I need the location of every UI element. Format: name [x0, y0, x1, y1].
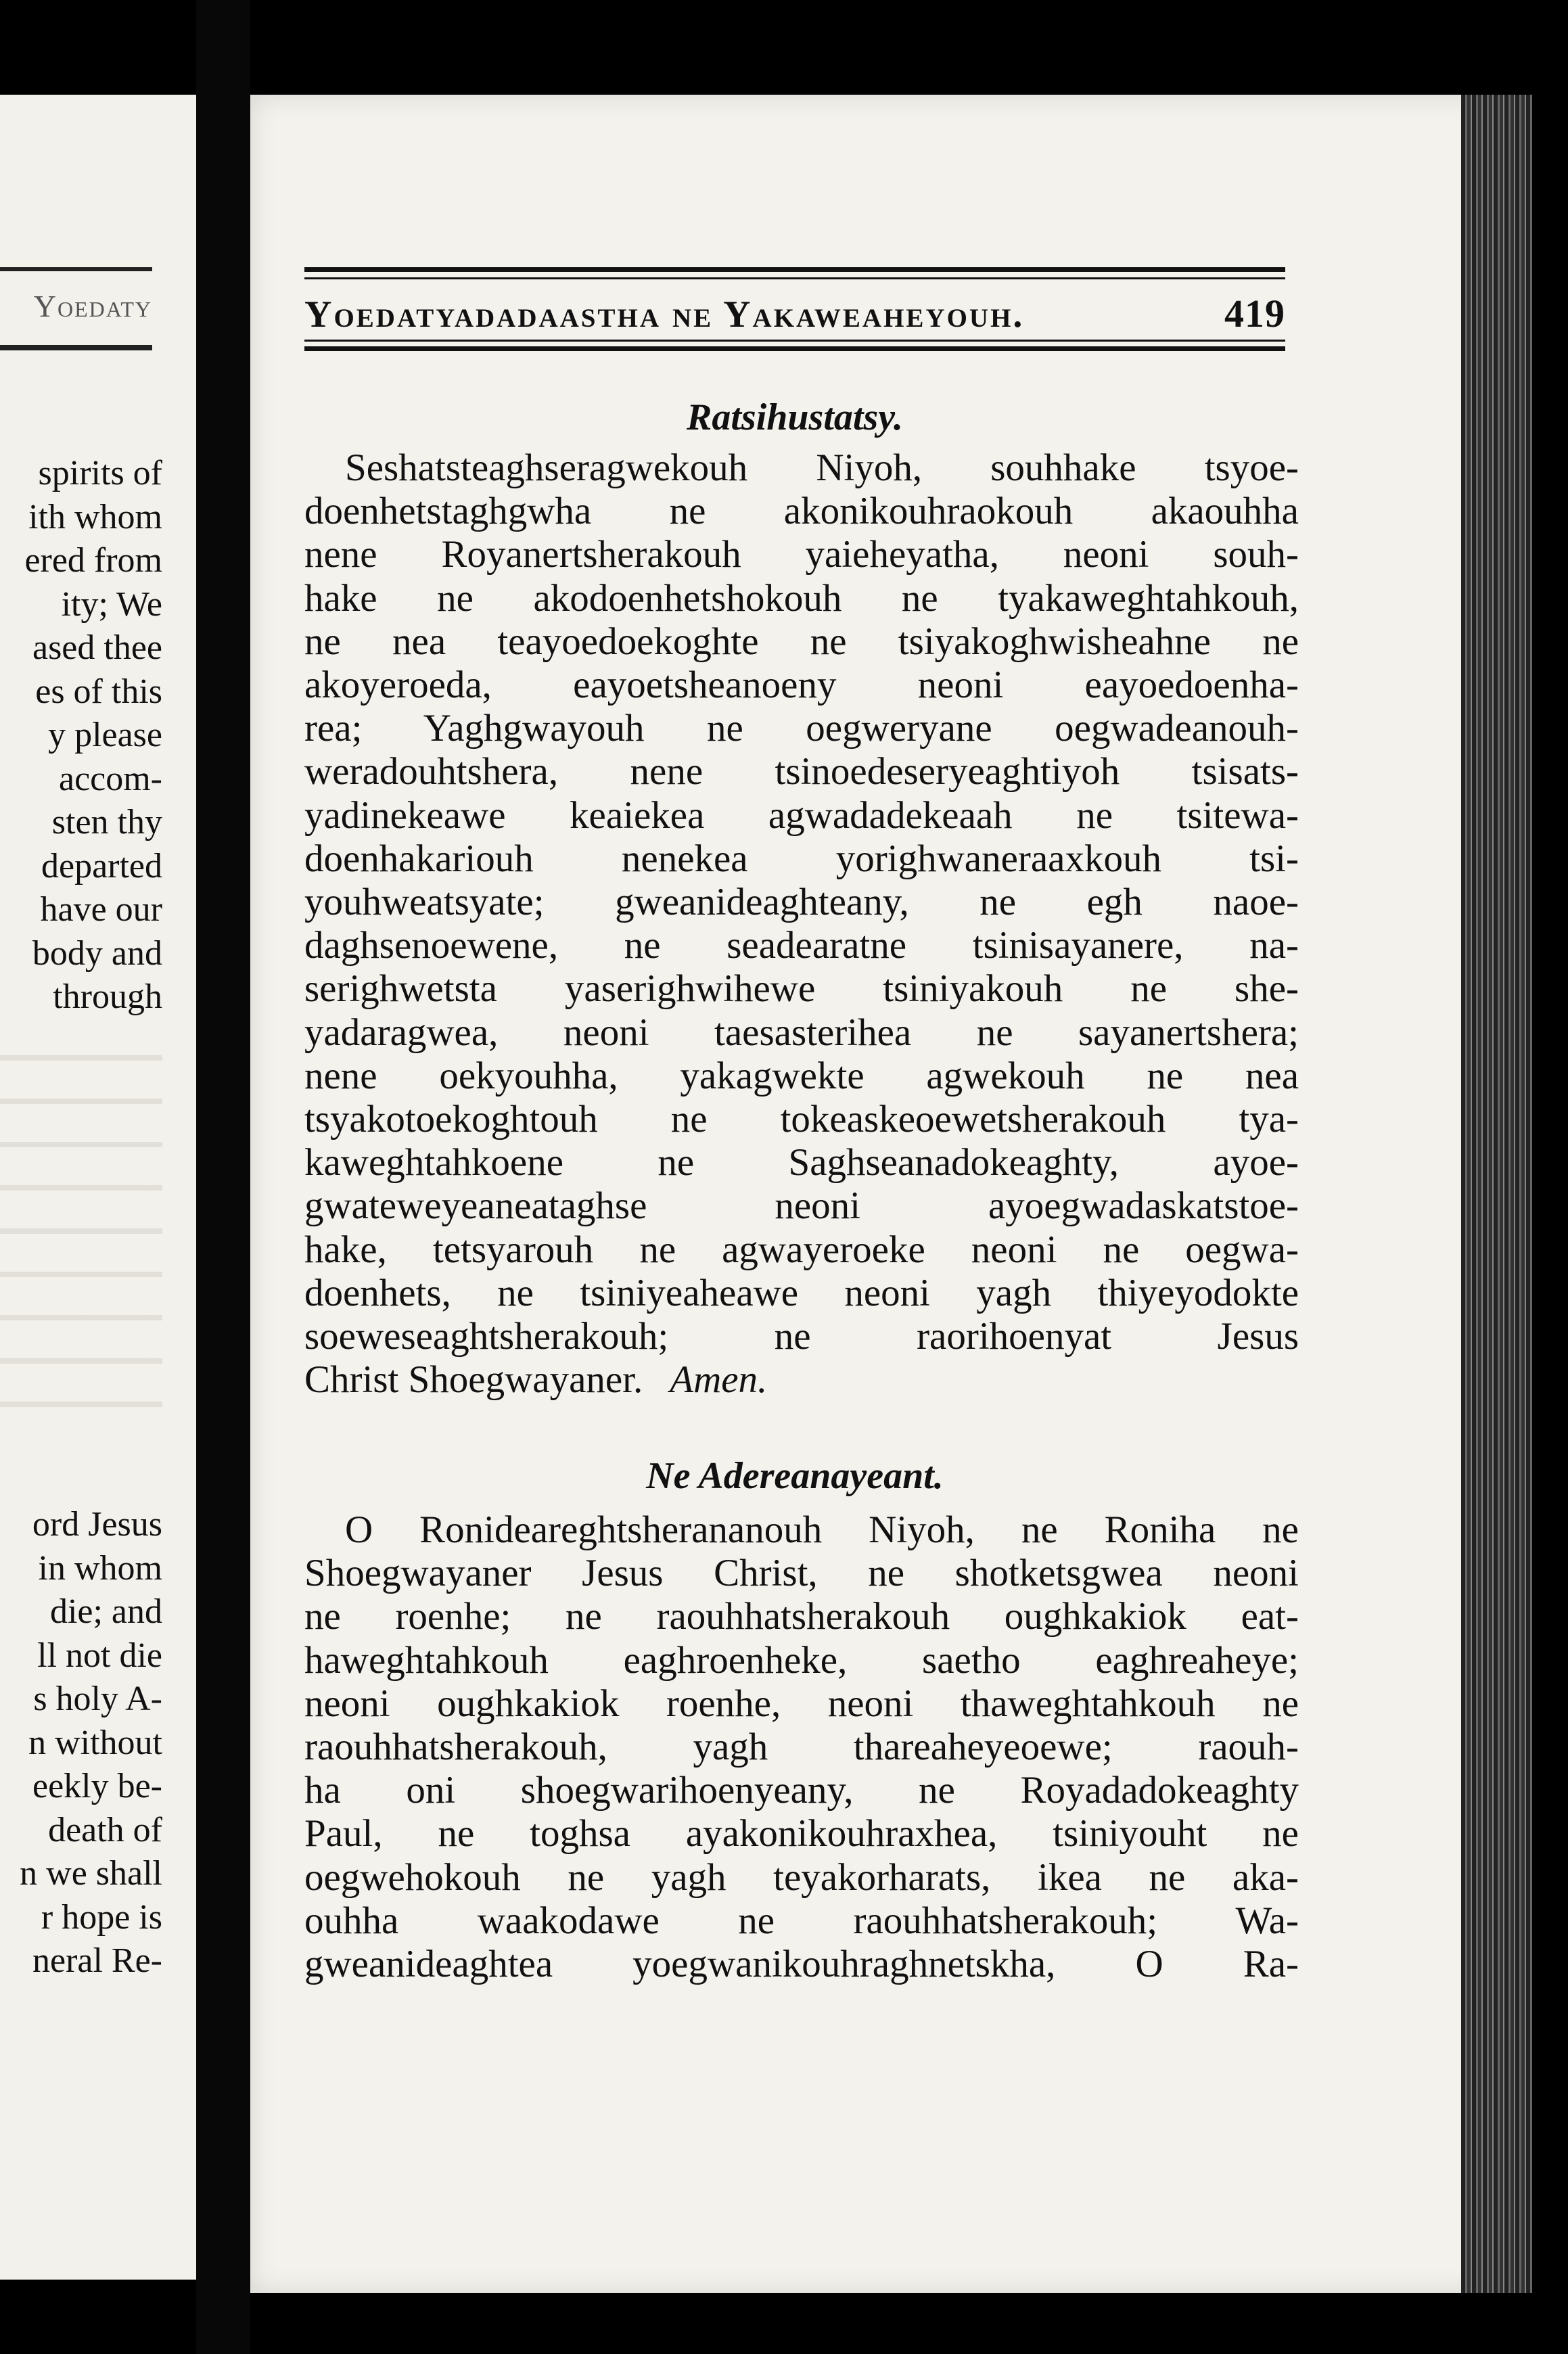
prayer-paragraph [304, 446, 1299, 1402]
left-bleed-through-area [0, 1035, 162, 1441]
text-line: Seshatsteaghseragwekouh Niyoh, souhhake tsyoe- [345, 446, 1299, 489]
left-header-rule-bottom [0, 345, 152, 350]
text-line: haweghtahkouh eaghroenheke, saetho eaghreaheye; [304, 1638, 1299, 1682]
text-line: daghsenoewene, ne seadearatne tsinisayanere, na- [304, 924, 1299, 967]
left-text-line: death of [48, 1810, 162, 1849]
left-text-line: ith whom [28, 497, 162, 536]
right-page [250, 95, 1488, 2293]
text-line: serighwetsta yaserighwihewe tsiniyakouh ne she- [304, 967, 1299, 1011]
text-line: ne nea teayoedoekoghte ne tsiyakoghwisheahne ne [304, 620, 1299, 663]
book-gutter [196, 0, 250, 2354]
left-text-line: departed [41, 846, 162, 885]
left-text-line: ered from [24, 541, 162, 580]
left-running-head: Yoedaty [33, 289, 152, 323]
text-line: youhweatsyate; gweanideaghteany, ne egh naoe- [304, 881, 1299, 924]
section-title-ratsihustatsy: Ratsihustatsy. [686, 396, 904, 438]
running-head-title: Yoedatyadadaastha ne Yakaweaheyouh. [304, 294, 1025, 336]
left-text-line: accom- [58, 759, 162, 798]
left-text-line: in whom [38, 1548, 162, 1588]
text-line: weradouhtshera, nene tsinoedeseryeaghtiyoh tsisats- [304, 750, 1299, 793]
text-line: oegwehokouh ne yagh teyakorharats, ikea ne aka- [304, 1855, 1299, 1899]
text-line: tsyakotoekoghtouh ne tokeaskeoewetsherakouh tya- [304, 1098, 1299, 1141]
left-text-line: es of this [35, 672, 162, 711]
left-text-block-upper [0, 452, 162, 1019]
header-rule-bottom-thin [304, 340, 1285, 342]
text-line: hake ne akodoenhetshokouh ne tyakaweghtahkouh, [304, 576, 1299, 620]
text-line: Shoegwayaner Jesus Christ, ne shotketsgwea neoni [304, 1552, 1299, 1595]
amen-word: Amen. [670, 1358, 768, 1402]
left-text-line: through [53, 977, 162, 1016]
text-line: ne roenhe; ne raouhhatsherakouh oughkakiok eat- [304, 1595, 1299, 1638]
left-text-line: ased thee [32, 628, 162, 667]
text-line: doenhakariouh nenekea yorighwaneraaxkouh tsi- [304, 837, 1299, 880]
left-text-line: spirits of [38, 454, 162, 492]
text-line: Christ Shoegwayaner. [304, 1358, 643, 1402]
text-line: yadinekeawe keaiekea agwadadekeaah ne tsitewa- [304, 793, 1299, 837]
header-rule-top-thin [304, 277, 1285, 279]
text-line: ouhha waakodawe ne raouhhatsherakouh; Wa- [304, 1899, 1299, 1942]
page-number: 419 [1224, 292, 1285, 336]
left-text-line: ll not die [37, 1636, 162, 1675]
left-text-line: ity; We [61, 584, 162, 624]
text-line: akoyeroeda, eayoetsheanoeny neoni eayoedoenha- [304, 664, 1299, 707]
text-line: O Ronideareghtsherananouh Niyoh, ne Roniha ne [345, 1508, 1299, 1551]
left-text-line: eekly be- [32, 1767, 162, 1805]
header-rule-bottom [304, 346, 1285, 351]
text-line: ha oni shoegwarihoenyeany, ne Royadadokeaghty [304, 1769, 1299, 1812]
text-line: nene oekyouhha, yakagwekte agwekouh ne nea [304, 1054, 1299, 1097]
left-text-line: n we shall [20, 1854, 162, 1893]
text-line: doenhets, ne tsiniyeaheawe neoni yagh thiyeyodokte [304, 1271, 1299, 1314]
left-text-line: ord Jesus [32, 1505, 162, 1544]
left-text-line: n without [28, 1723, 162, 1762]
left-text-line: die; and [49, 1592, 162, 1631]
page-edge-stack [1461, 95, 1532, 2293]
text-line: rea; Yaghgwayouh ne oegweryane oegwadeanouh- [304, 707, 1299, 750]
text-line: soeweseaghtsherakouh; ne raorihoenyat Jesus [304, 1315, 1299, 1358]
text-line: Paul, ne toghsa ayakonikouhraxhea, tsiniyouht ne [304, 1812, 1299, 1855]
right-border [1532, 0, 1568, 2354]
text-line: raouhhatsherakouh, yagh thareaheyeoewe; raouh- [304, 1726, 1299, 1769]
text-line: gwateweyeaneataghse neoni ayoegwadaskatstoe- [304, 1184, 1299, 1228]
text-line: doenhetstaghgwha ne akonikouhraokouh akaouhha [304, 490, 1299, 533]
left-header-rule-top [0, 267, 152, 271]
left-page-fragment [0, 95, 196, 2280]
header-rule-top [304, 267, 1285, 272]
left-text-line: y please [48, 716, 162, 754]
section-title-adereanayeant: Ne Adereanayeant. [646, 1455, 944, 1497]
text-line: kaweghtahkoene ne Saghseanadokeaghty, ayoe- [304, 1141, 1299, 1184]
left-text-line: s holy A- [33, 1680, 162, 1718]
left-text-line: have our [40, 890, 162, 929]
left-text-line: r hope is [41, 1897, 162, 1937]
text-line: yadaragwea, neoni taesasterihea ne sayanertshera; [304, 1011, 1299, 1054]
text-line: gweanideaghtea yoegwanikouhraghnetskha, O Ra- [304, 1943, 1299, 1986]
running-head [304, 291, 1285, 336]
left-text-line: sten thy [51, 803, 162, 841]
text-line-final [304, 1358, 1299, 1402]
left-text-block-lower [0, 1503, 162, 1983]
left-text-line: neral Re- [32, 1941, 162, 1980]
text-line: neoni oughkakiok roenhe, neoni thaweghtahkouh ne [304, 1682, 1299, 1725]
text-line: hake, tetsyarouh ne agwayeroeke neoni ne oegwa- [304, 1228, 1299, 1271]
text-line: nene Royanertsherakouh yaieheyatha, neoni souh- [304, 533, 1299, 576]
second-prayer-paragraph [304, 1508, 1299, 1986]
left-text-line: body and [32, 933, 162, 973]
